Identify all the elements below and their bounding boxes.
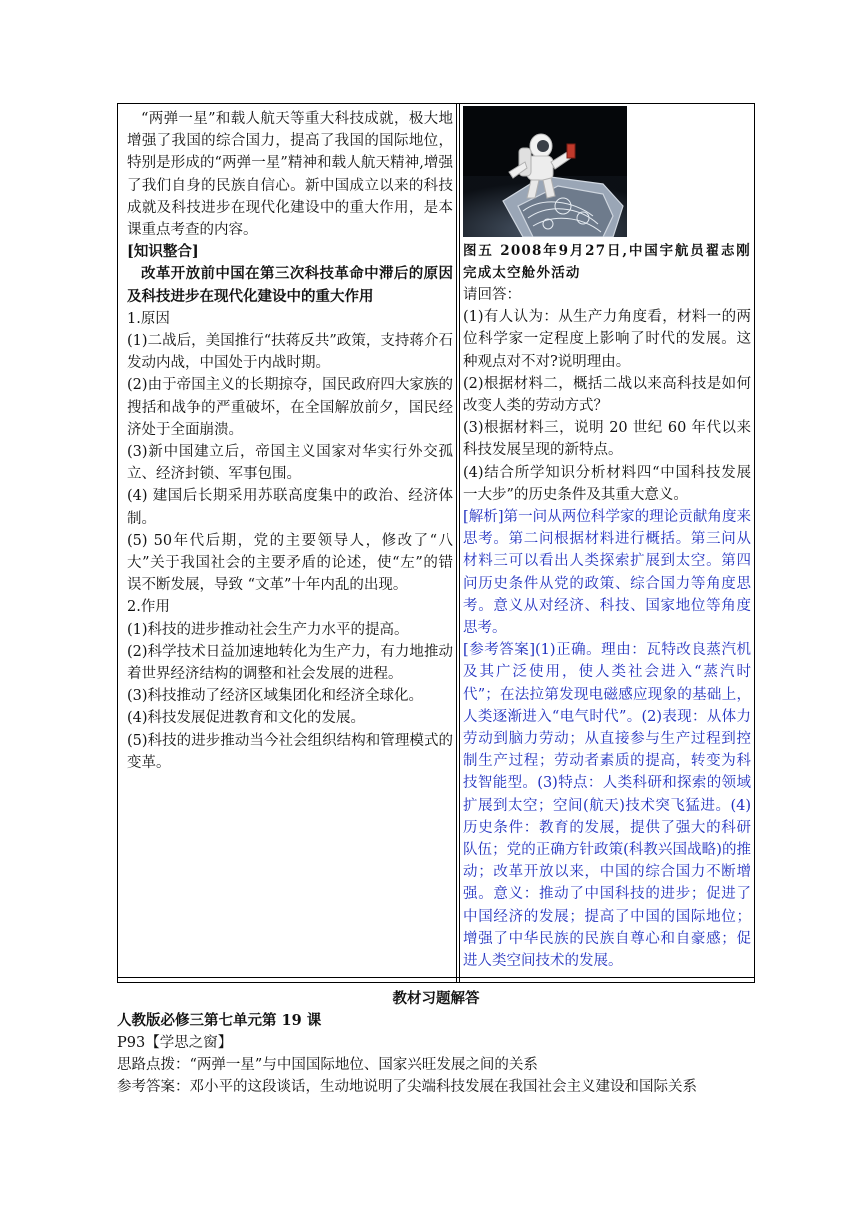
- reasons-heading: 1.原因: [127, 310, 170, 327]
- reason-item: (5) 50年代后期，党的主要领导人，修改了“八大”关于我国社会的主要矛盾的论述，使“左”的错误不断发展，导致 “文革”十年内乱的出现。: [127, 532, 453, 594]
- reason-item: (2)由于帝国主义的长期掠夺，国民政府四大家族的搜括和战争的严重破坏，在全国解放前夕，国民经济处于全面崩溃。: [127, 377, 453, 438]
- content-table: [117, 103, 755, 983]
- lesson-title: 人教版必修三第七单元第 19 课: [117, 1012, 322, 1029]
- effect-item: (2)科学技术日益加速地转化为生产力，有力地推动着世界经济结构的调整和社会发展的进程。: [127, 643, 453, 683]
- effect-item: (3)科技推动了经济区域集团化和经济全球化。: [127, 688, 424, 705]
- photo-caption: 图五 2008年9月27日,中国宇航员翟志刚完成太空舱外活动: [463, 243, 751, 281]
- page-reference: P93【学思之窗】: [117, 1035, 233, 1051]
- answer-text: 参考答案：邓小平的这段谈话，生动地说明了尖端科技发展在我国社会主义建设和国际关系: [117, 1079, 697, 1095]
- question-item: (2)根据材料二，概括二战以来高科技是如何改变人类的劳动方式？: [463, 375, 751, 415]
- question-item: (3)根据材料三，说明 20 世纪 60 年代以来科技发展呈现的新特点。: [463, 420, 751, 459]
- astronaut-photo-icon: [463, 106, 627, 237]
- right-column: [463, 106, 751, 972]
- analysis-text: [解析]第一问从两位科学家的理论贡献角度来思考。第二问根据材料进行概括。第三问从材料三可以看出人类探索扩展到太空。第四问历史条件从党的政策、综合国力等角度思考。意义从对经济、科技、国家地位等角度思考。: [463, 509, 751, 637]
- question-prompt: 请回答：: [463, 287, 521, 303]
- reference-answer: [参考答案](1)正确。理由：瓦特改良蒸汽机及其广泛使用，使人类社会进入“蒸汽时代”；在法拉第发现电磁感应现象的基础上，人类逐渐进入“电气时代”。(2)表现：从体力劳动到脑力劳动；从直接参与生产过程到控制生产过程；劳动者素质的提高，转变为科技智能型。(3)特点：人类科研和探索的领域扩展到太空；空间(航天)技术突飞猛进。(4)历史条件：教育的发展，提供了强大的科研队伍；党的正确方针政策(科教兴国战略)的推动；改革开放以来，中国的综合国力不断增强。意义：推动了中国科技的进步；促进了中国经济的发展；提高了中国的国际地位；增强了中华民族的民族自尊心和自豪感；促进人类空间技术的发展。: [463, 642, 751, 970]
- reason-item: (1)二战后，美国推行“扶蒋反共”政策，支持蒋介石发动内战，中国处于内战时期。: [127, 333, 453, 372]
- question-item: (4)结合所学知识分析材料四“中国科技发展一大步”的历史条件及其重大意义。: [463, 464, 751, 503]
- question-item: (1)有人认为：从生产力角度看，材料一的两位科学家一定程度上影响了时代的发展。这种观点对不对?说明理由。: [463, 309, 751, 370]
- knowledge-heading: [知识整合]: [127, 243, 199, 261]
- effect-item: (5)科技的进步推动当今社会组织结构和管理模式的变革。: [127, 732, 453, 771]
- knowledge-subheading: 改革开放前中国在第三次科技革命中滞后的原因及科技进步在现代化建设中的重大作用: [127, 265, 453, 305]
- hint-text: 思路点拨：“两弹一星”与中国国际地位、国家兴旺发展之间的关系: [117, 1057, 538, 1073]
- effect-item: (1)科技的进步推动社会生产力水平的提高。: [127, 621, 409, 638]
- reason-item: (4) 建国后长期采用苏联高度集中的政治、经济体制。: [127, 488, 453, 527]
- effects-heading: 2.作用: [127, 599, 170, 616]
- reason-item: (3)新中国建立后，帝国主义国家对华实行外交孤立、经济封锁、军事包围。: [127, 444, 453, 483]
- effect-item: (4)科技发展促进教育和文化的发展。: [127, 710, 366, 727]
- exercise-section: [117, 988, 755, 1098]
- section-title: 教材习题解答: [392, 990, 480, 1007]
- left-column: [127, 108, 453, 774]
- table-bottom-rule: [118, 977, 754, 978]
- column-divider: [456, 104, 460, 982]
- intro-paragraph: “两弹一星”和载人航天等重大科技成就，极大地增强了我国的综合国力，提高了我国的国际地位，特别是形成的“两弹一星”精神和载人航天精神,增强了我们自身的民族自信心。新中国成立以来的科技成就及科技进步在现代化建设中的重大作用，是本课重点考查的内容。: [127, 111, 453, 239]
